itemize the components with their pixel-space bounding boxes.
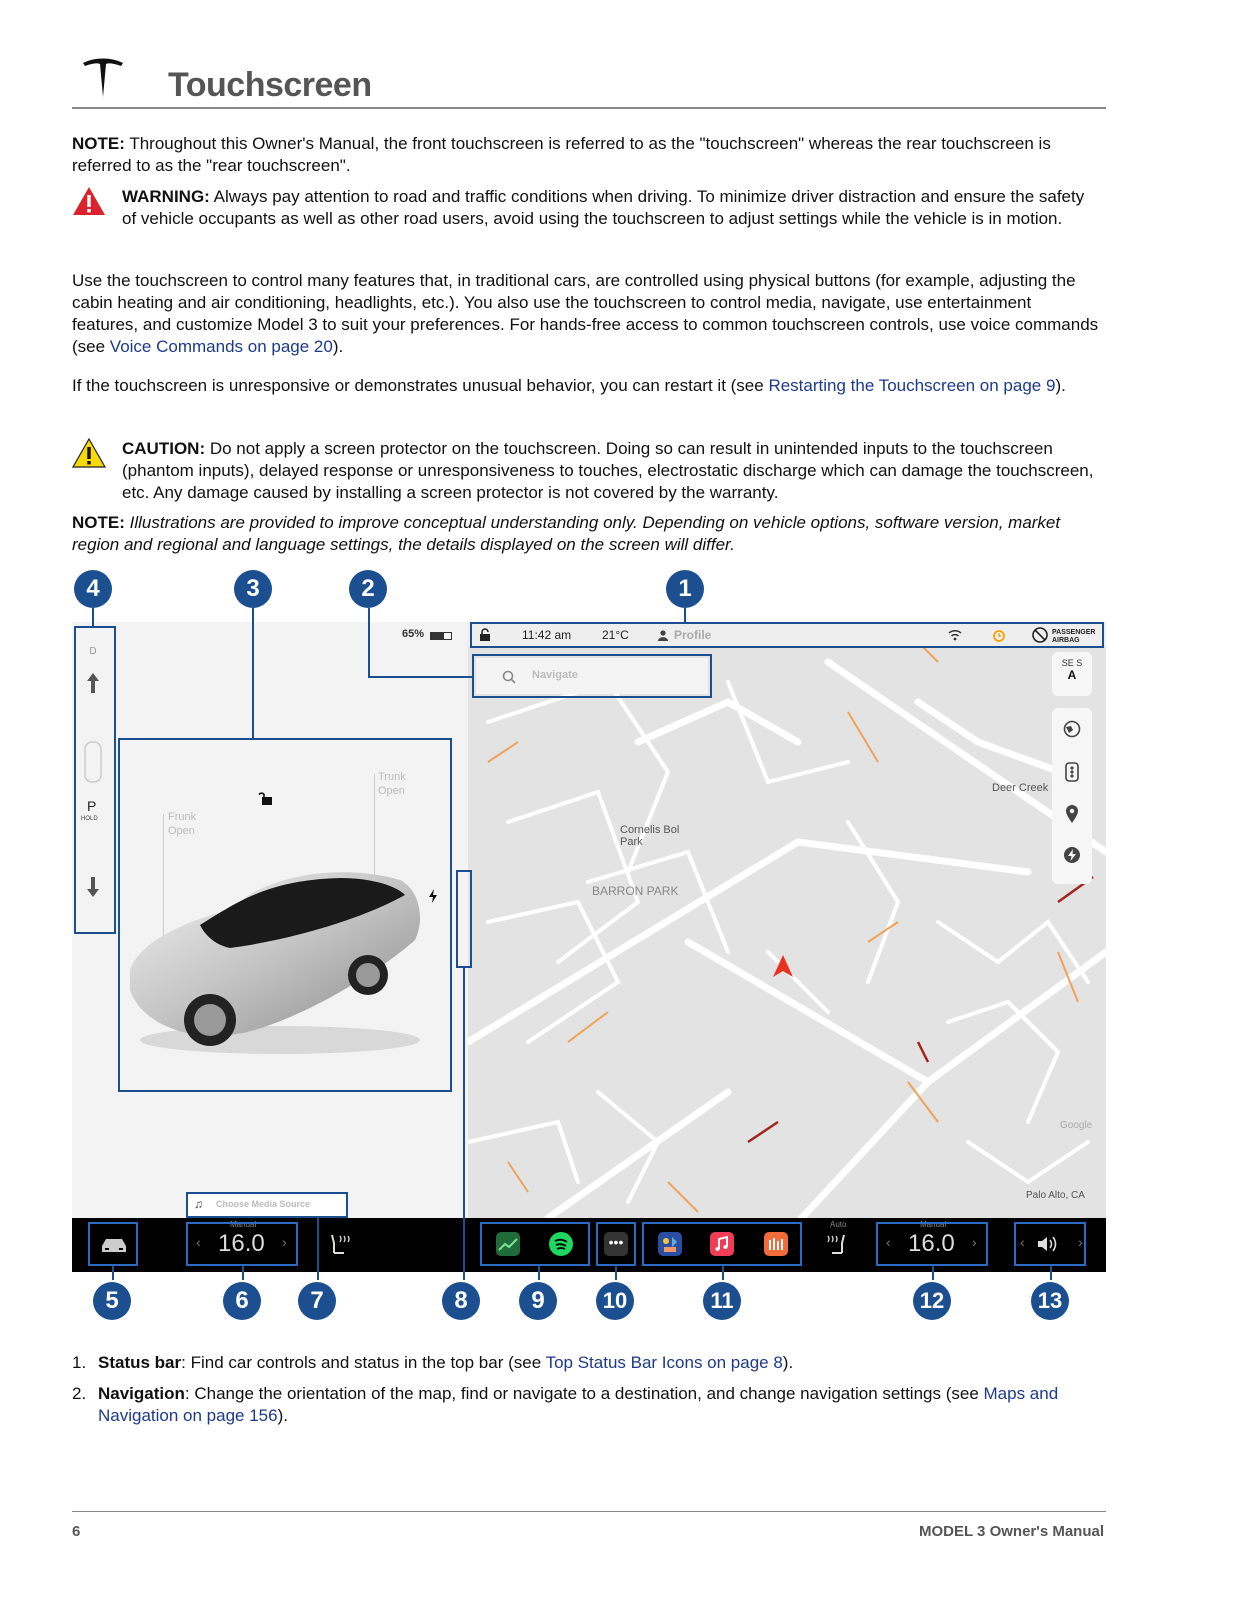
warning-text: Always pay attention to road and traffic conditions when driving. To minimize driver distraction and ensure the safety of vehicle occupants as well as other road users, avoid using the touchscreen to adjust settings while the vehicle is in motion. [122,187,1085,228]
list-end: ). [277,1406,288,1425]
gear-p: P [87,798,97,814]
charging-icon[interactable] [1063,846,1081,864]
callout-box-4 [74,626,116,934]
gear-d: D [89,646,97,657]
chevron-left-icon[interactable]: ‹ [886,1234,891,1250]
map-roads [468,622,1106,1218]
touchscreen-figure [72,570,1106,1350]
volume-down-chevron-icon[interactable]: ‹ [1020,1234,1025,1250]
warning-block [122,186,1097,230]
callout-box-5 [88,1222,138,1266]
passenger-temperature[interactable]: 16.0 [908,1230,955,1257]
seat-mode-label: Auto [830,1220,847,1229]
leader-9 [538,1266,540,1280]
leader-6 [242,1266,244,1280]
warning-label: WARNING: [122,187,210,206]
list-text: : Find car controls and status in the top bar (see [181,1353,546,1372]
leader-2 [368,608,370,678]
status-time: 11:42 am [522,628,572,642]
temp-mode-right: Manual [920,1220,947,1229]
map-google-mark: Google [1060,1120,1093,1131]
more-apps-icon[interactable]: ••• [604,1232,628,1256]
status-bar-icons-link[interactable]: Top Status Bar Icons on page 8 [545,1353,783,1372]
intro-text: Use the touchscreen to control many features that, in traditional cars, are controlled using physical buttons (for example, adjusting the cabin heating and air conditioning, headlights, etc.). You also use the touchscreen to control media, navigate, use entertainment features, and customize Model 3 to suit your preferences. For hands-free access to common touchscreen controls, use voice commands (see [72,271,1099,356]
badge-1: 1 [666,570,704,608]
manual-title: MODEL 3 Owner's Manual [919,1523,1104,1540]
leader-11 [722,1266,724,1280]
callout-box-7-media [186,1192,348,1218]
chevron-right-icon[interactable]: › [282,1234,287,1250]
intro-end: ). [332,337,344,356]
warning-icon [72,186,106,216]
map-label-barron: BARRON PARK [592,884,679,898]
frunk-label[interactable]: Frunk Open [168,811,197,837]
trunk-label[interactable]: Trunk Open [378,771,406,797]
leader-10 [615,1266,617,1280]
leader-12 [932,1266,934,1280]
list-number: 2. [72,1384,87,1403]
list-number: 1. [72,1353,87,1372]
callout-box-1 [470,622,1104,648]
leader-3 [252,608,254,738]
note-illustrations [72,512,1102,556]
passenger-seat-heater-icon[interactable] [826,1233,846,1255]
callout-box-9 [480,1222,590,1266]
badge-8: 8 [442,1282,480,1320]
callout-box-3 [118,738,452,1092]
airbag-label: PASSENGER AIRBAG [1052,629,1096,644]
list-label: Navigation [98,1384,185,1403]
map-controls [1052,708,1092,884]
badge-6: 6 [223,1282,261,1320]
leader-7 [317,1218,319,1280]
compass-letter: A [1067,668,1077,682]
map-view[interactable] [468,622,1106,1218]
caution-icon [72,438,106,468]
badge-7: 7 [298,1282,336,1320]
chevron-right-icon[interactable]: › [972,1234,977,1250]
list-text: : Change the orientation of the map, find or navigate to a destination, and change navigation settings (see [184,1384,984,1403]
callout-box-13 [1014,1222,1086,1266]
callout-box-11 [642,1222,802,1266]
badge-11: 11 [703,1282,741,1320]
badge-4: 4 [74,570,112,608]
note-text: Throughout this Owner's Manual, the front touchscreen is referred to as the "touchscreen" whereas the rear touchscreen is referred to as the "rear touchscreen". [72,134,1051,175]
battery-percent[interactable]: 65% [402,628,425,640]
callout-box-10 [596,1222,636,1266]
battery-icon [430,632,452,640]
leader-13 [1050,1266,1052,1280]
badge-5: 5 [93,1282,131,1320]
restart-link[interactable]: Restarting the Touchscreen on page 9 [768,376,1056,395]
note2-text: Illustrations are provided to improve conceptual understanding only. Depending on vehicle options, software version, market region and regional and language settings, the details displayed on the screen will differ. [72,513,1061,554]
chevron-left-icon[interactable]: ‹ [196,1234,201,1250]
restart-end: ). [1055,376,1066,395]
list-end: ). [782,1353,794,1372]
globe-icon[interactable] [1063,720,1081,738]
leader-5 [112,1266,114,1280]
temp-mode-left: Manual [230,1220,257,1229]
media-source-label: Choose Media Source [216,1199,311,1209]
callout-box-6 [186,1222,298,1266]
note-label: NOTE: [72,134,125,153]
map-label-cornelis: Cornelis Bol Park [620,824,680,848]
map-label-deer-creek: Deer Creek [992,782,1049,794]
voice-commands-link[interactable]: Voice Commands on page 20 [109,337,333,356]
compass-heading: SE S [1061,658,1083,668]
callout-box-8 [456,870,472,968]
page-number: 6 [72,1523,81,1540]
leader-1 [684,608,686,624]
header-divider [72,107,1106,109]
maps-navigation-link[interactable]: Maps and Navigation on page 156 [98,1384,1059,1425]
badge-13: 13 [1031,1282,1069,1320]
driver-temperature[interactable]: 16.0 [218,1230,265,1257]
compass-button[interactable] [1052,652,1092,696]
caution-label: CAUTION: [122,439,206,458]
restart-text: If the touchscreen is unresponsive or demonstrates unusual behavior, you can restart it (see [72,376,769,395]
leader-4 [92,608,94,626]
list-item [72,1352,1102,1374]
volume-up-chevron-icon[interactable]: › [1078,1234,1083,1250]
gear-hold: HOLD [81,816,98,822]
music-note-icon: ♫ [194,1197,203,1211]
badge-9: 9 [519,1282,557,1320]
search-placeholder: Navigate [532,669,578,681]
navigation-arrow-icon [772,954,794,978]
pin-icon[interactable] [1065,804,1079,824]
note2-label: NOTE: [72,513,125,532]
footer-divider [72,1511,1106,1512]
note-intro [72,133,1092,177]
leader-2-horizontal [368,676,472,678]
status-temperature: 21°C [602,628,629,642]
callout-box-12 [876,1222,988,1266]
profile-label[interactable]: Profile [674,628,712,642]
badge-2: 2 [349,570,387,608]
caution-block [122,438,1097,504]
intro-paragraph [72,270,1102,358]
restart-paragraph [72,375,1102,397]
badge-10: 10 [596,1282,634,1320]
callout-box-2 [472,654,712,698]
page-title: Touchscreen [168,66,372,104]
traffic-icon[interactable] [1065,762,1079,782]
map-label-palo-alto: Palo Alto, CA [1026,1190,1085,1201]
caution-text: Do not apply a screen protector on the touchscreen. Doing so can result in unintended inputs to the touchscreen (phantom inputs), delayed response or unresponsiveness to touches, electrostatic discharge which can damage the touchscreen, etc. Any damage caused by installing a screen protector is not covered by the warranty. [122,439,1094,502]
leader-8 [463,968,465,1280]
list-item [72,1383,1102,1427]
badge-3: 3 [234,570,272,608]
seat-heater-icon[interactable] [330,1233,350,1255]
list-label: Status bar [98,1353,182,1372]
tesla-logo-icon [80,55,126,101]
badge-12: 12 [913,1282,951,1320]
